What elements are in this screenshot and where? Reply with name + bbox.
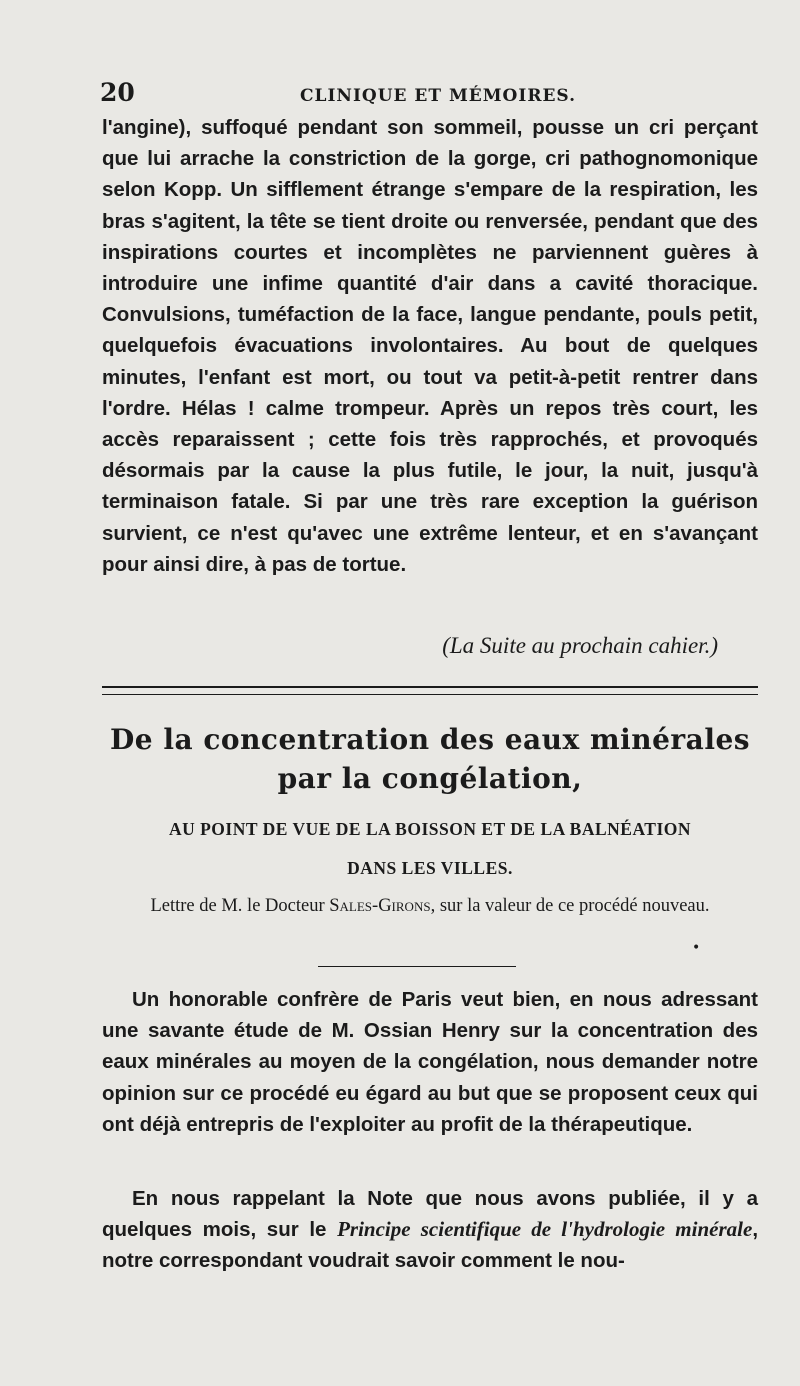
- paragraph-croup-description: l'angine), suffoqué pendant son sommeil, pousse un cri perçant que lui arrache la constriction de la gorge, cri pathognomonique selon Kopp. Un sifflement étrange s'empare de la respiration, les bras s'agitent, la tête se tient droite ou renversée, pendant que des inspirations courtes et incomplètes ne parviennent guères à introduire une infime quantité d'air dans a cavité thoracique. Convulsions, tuméfaction de la face, langue pendante, pouls petit, quelquefois évacuations involontaires. Au bout de quelques minutes, l'enfant est mort, ou tout va petit-à-petit rentrer dans l'ordre. Hélas ! calme trompeur. Après un repos très court, les accès reparaissent ; cette fois très rapprochés, et provoqués désormais par la cause la plus futile, le jour, la nuit, jusqu'à terminaison fatale. Si par une très rare exception la guérison survient, ce n'est qu'avec une extrême lenteur, et en s'avançant pour ainsi dire, à pas de tortue.: [102, 116, 758, 576]
- article-subtitle-line2: DANS LES VILLES.: [347, 858, 513, 878]
- article-subtitle-line1: AU POINT DE VUE DE LA BOISSON ET DE LA BALNÉATION: [168, 819, 692, 839]
- letter-prefix: Lettre de M. le Docteur: [150, 896, 330, 916]
- letter-attribution: [110, 894, 750, 918]
- article-title-line1: De la concentration des eaux minérales: [109, 723, 751, 756]
- paragraph-continuation: [102, 1183, 758, 1277]
- section-divider: [102, 686, 758, 695]
- paragraph3-after: , notre correspondant voudrait savoir comment le nou-: [102, 1218, 759, 1273]
- page-number: 20: [100, 78, 135, 107]
- printer-mark: •: [692, 940, 701, 956]
- paragraph-introduction: Un honorable confrère de Paris veut bien, en nous adressant une savante étude de M. Ossian Henry sur la concentration des eaux minérales au moyen de la congélation, nous demander notre opinion sur ce procédé eu égard au but que se proposent ceux qui ont déjà entrepris de l'exploiter au profit de la thérapeutique.: [102, 988, 758, 1136]
- paragraph3-italic-title: Principe scientifique de l'hydrologie minérale: [337, 1217, 753, 1242]
- running-title: CLINIQUE ET MÉMOIRES.: [300, 86, 576, 106]
- article-title-line2: par la congélation,: [277, 762, 583, 795]
- short-divider: [318, 966, 516, 967]
- continuation-note: (La Suite au prochain cahier.): [442, 633, 718, 658]
- letter-suffix: , sur la valeur de ce procédé nouveau.: [430, 896, 710, 916]
- paragraph3-before: En nous rappelant la Note que nous avons publiée, il y a quelques mois, sur le: [102, 1187, 758, 1242]
- letter-author: Sales-Girons: [329, 896, 431, 916]
- page-header: [100, 78, 760, 112]
